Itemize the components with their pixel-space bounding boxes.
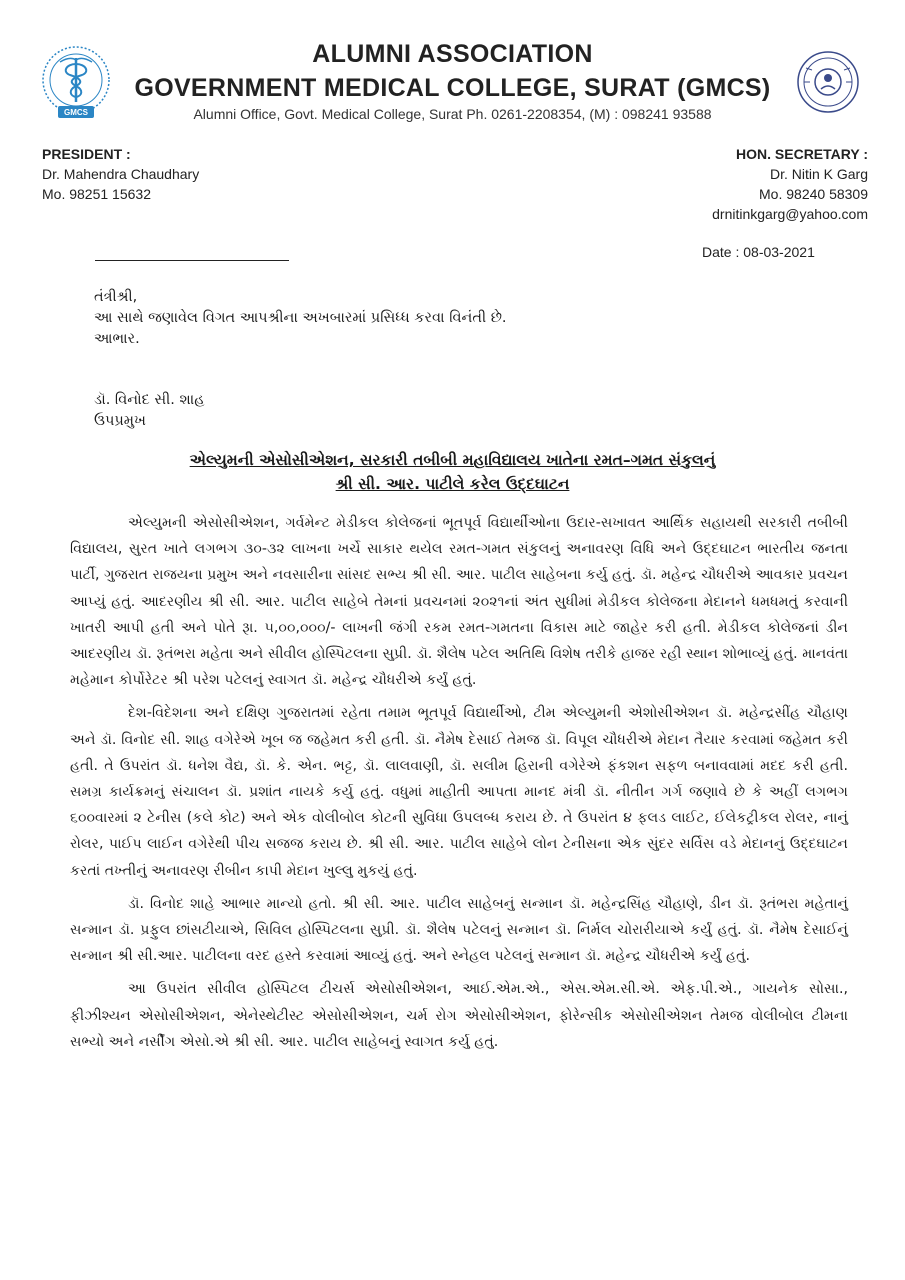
headline-line-1: એલ્યુમની એસોસીએશન, સરકારી તબીબી મહાવિદ્યાલય ખાતેના રમત–ગમત સંકુલનું bbox=[189, 451, 716, 469]
president-mobile: Mo. 98251 15632 bbox=[42, 186, 151, 202]
secretary-role: HON. SECRETARY : bbox=[736, 146, 868, 162]
salutation-request: આ સાથે જણાવેલ વિગત આપશ્રીના અખબારમાં પ્રસિધ્ધ કરવા વિનંતી છે. bbox=[94, 310, 507, 326]
salutation-thanks: આભાર. bbox=[94, 331, 140, 347]
secretary-name: Dr. Nitin K Garg bbox=[769, 166, 868, 182]
body-paragraph: ડૉ. વિનોદ શાહે આભાર માન્યો હતો. શ્રી સી. આર. પાટીલ સાહેબનું સન્માન ડૉ. મહેન્દ્રસિંહ ચૌહાણે, ડીન ડૉ. રૂતંભરા મહેતાનું સન્માન ડૉ. પ્રફુલ છાંસટીયાએ, સિવિલ હોસ્પિટલના સુપ્રી. ડૉ. શૈલેષ પટેલનું સન્માન ડૉ. નિર્મલ ચોરારીયાએ કર્યું હતું. ડૉ. નૈમેષ દેસાઈનું સન્માન શ્રી સી.આર. પાટીલના વરદ હસ્તે કરવામાં આવ્યું હતું. અને સ્નેહલ પટેલનું સન્માન ડૉ. મહેન્દ્ર ચૌધરીએ કર્યું હતું. bbox=[70, 895, 848, 965]
reference-blank-line bbox=[95, 260, 289, 261]
signoff-title: ઉપપ્રમુખ bbox=[94, 413, 146, 429]
association-title: ALUMNI ASSOCIATION bbox=[312, 40, 593, 68]
body-paragraph: આ ઉપરાંત સીવીલ હોસ્પિટલ ટીચર્સ એસોસીએશન, આઈ.એમ.એ., એસ.એમ.સી.એ. એફ.પી.એ., ગાયનેક સોસા., ફીઝીશ્યન એસોસીએશન, એનેસ્થેટીસ્ટ એસોસીએશન, ચર્મ રોગ એસોસીએશન, ફોરેન્સીક એસોસીએશન તેમજ વોલીબોલ ટીમના સભ્યો અને નર્સીંગ એસો.એ શ્રી સી. આર. પાટીલ સાહેબનું સ્વાગત કર્યુ હતું. bbox=[70, 981, 848, 1050]
college-title: GOVERNMENT MEDICAL COLLEGE, SURAT (GMCS) bbox=[134, 74, 771, 102]
president-block bbox=[42, 144, 199, 204]
college-seal-logo-right bbox=[796, 48, 860, 118]
president-role: PRESIDENT : bbox=[42, 146, 131, 162]
signoff-block bbox=[94, 390, 205, 432]
secretary-mobile: Mo. 98240 58309 bbox=[759, 186, 868, 202]
secretary-email[interactable]: drnitinkgarg@yahoo.com bbox=[712, 206, 868, 222]
office-address: Alumni Office, Govt. Medical College, Surat Ph. 0261-2208354, (M) : 098241 93588 bbox=[193, 106, 712, 122]
salutation-addressee: તંત્રીશ્રી, bbox=[94, 289, 138, 305]
body-paragraph: દેશ-વિદેશના અને દક્ષિણ ગુજરાતમાં રહેતા તમામ ભૂતપૂર્વ વિદ્યાર્થીઓ, ટીમ એલ્યુમની એશોસીએશન ડૉ. મહેન્દ્રસીંહ ચૌહાણ અને ડૉ. વિનોદ સી. શાહ વગેરેએ ખૂબ જ જહેમત કરી હતી. ડૉ. નૈમેષ દેસાઈ તેમજ ડૉ. વિપૂલ ચૌધરીએ મેદાન તૈયાર કરવામાં જહેમત કરી હતી. તે ઉપરાંત ડૉ. ધનેશ વૈદ્ય, ડૉ. કે. એન. ભટ્ટ, ડૉ. લાલવાણી, ડૉ. સલીમ હિરાની વગેરેએ ફંકશન સફળ બનાવવામાં મદદ કરી હતી. સમગ્ર કાર્યક્રમનું સંચાલન ડૉ. પ્રશાંત નાયકે કર્યુ હતું. વધુમાં માહીતી આપતા માનદ મંત્રી ડૉ. નીતીન ગર્ગ જણાવે છે કે અહીં લગભગ ૬૦૦વારમાં ૨ ટેનીસ (કલે કોટ) અને એક વોલીબોલ કોટની સુવિધા ઉપલબ્ધ કરાય છે. તે ઉપરાંત ૪ ફલડ લાઈટ, ઈલેકટ્રીકલ રોલર, નાનું રોલર, પાઈપ લાઈન વગેરેથી પીચ સજજ કરાય છે. શ્રી સી. આર. પાટીલ સાહેબે લોન ટેનીસના એક સુંદર સર્વિસ વડે મેદાનનું ઉદ્દઘાટન કરતાં તખ્તીનું અનાવરણ રીબીન કાપી મેદાન ખુલ્લુ મુકયું હતું. bbox=[70, 705, 848, 879]
logo-badge-text: GMCS bbox=[64, 108, 88, 117]
salutation-block bbox=[94, 287, 507, 350]
signoff-name: ડૉ. વિનોદ સી. શાહ bbox=[94, 392, 205, 408]
headline-line-2: શ્રી સી. આર. પાટીલે કરેલ ઉદ્દઘાટન bbox=[335, 475, 570, 493]
press-release-body bbox=[70, 510, 848, 1062]
press-release-headline bbox=[30, 448, 875, 496]
secretary-block bbox=[712, 144, 868, 224]
president-name: Dr. Mahendra Chaudhary bbox=[42, 166, 200, 182]
letter-date: Date : 08-03-2021 bbox=[702, 244, 815, 260]
letterhead bbox=[0, 0, 905, 130]
body-paragraph: એલ્યુમની એસોસીએશન, ગર્વમેન્ટ મેડીકલ કોલેજનાં ભૂતપૂર્વ વિદ્યાર્થીઓના ઉદાર-સખાવત આર્થિક સહાયથી સરકારી તબીબી વિદ્યાલય, સુરત ખાતે લગભગ ૩૦-૩૨ લાખના ખર્ચે સાકાર થયેલ રમત-ગમત સંકુલનું અનાવરણ વિધિ અને ઉદ્દઘાટન ભારતીય જનતા પાર્ટી, ગુજરાત રાજયના પ્રમુખ અને નવસારીના સાંસદ સભ્ય શ્રી સી. આર. પાટીલ સાહેબના કર્યુ હતું. ડૉ. મહેન્દ્ર ચૌધરીએ આવકાર પ્રવચન આપ્યું હતું. આદરણીય શ્રી સી. આર. પાટીલ સાહેબે તેમનાં પ્રવચનમાં ૨૦૨૧નાં અંત સુધીમાં મેડીકલ કોલેજના મેદાનને ધમધમતું કરવાની ખાતરી આપી હતી અને પોતે રૂા. ૫,૦૦,૦૦૦/- લાખની જંગી રકમ રમત-ગમતના વિકાસ માટે જાહેર કરી હતી. મેડીકલ કોલેજનાં ડીન આદરણીય ડૉ. રૂતંભરા મહેતા અને સીવીલ હોસ્પિટલના સુપ્રી. ડૉ. શૈલેષ પટેલ અતિથિ વિશેષ તરીકે હાજર રહી સ્થાન શોભાવ્યું હતું. માનવંતા મહેમાન કોર્પોરેટર શ્રી પરેશ પટેલનું સ્વાગત ડૉ. મહેન્દ્ર ચૌધરીએ કર્યું હતું. bbox=[70, 515, 848, 689]
